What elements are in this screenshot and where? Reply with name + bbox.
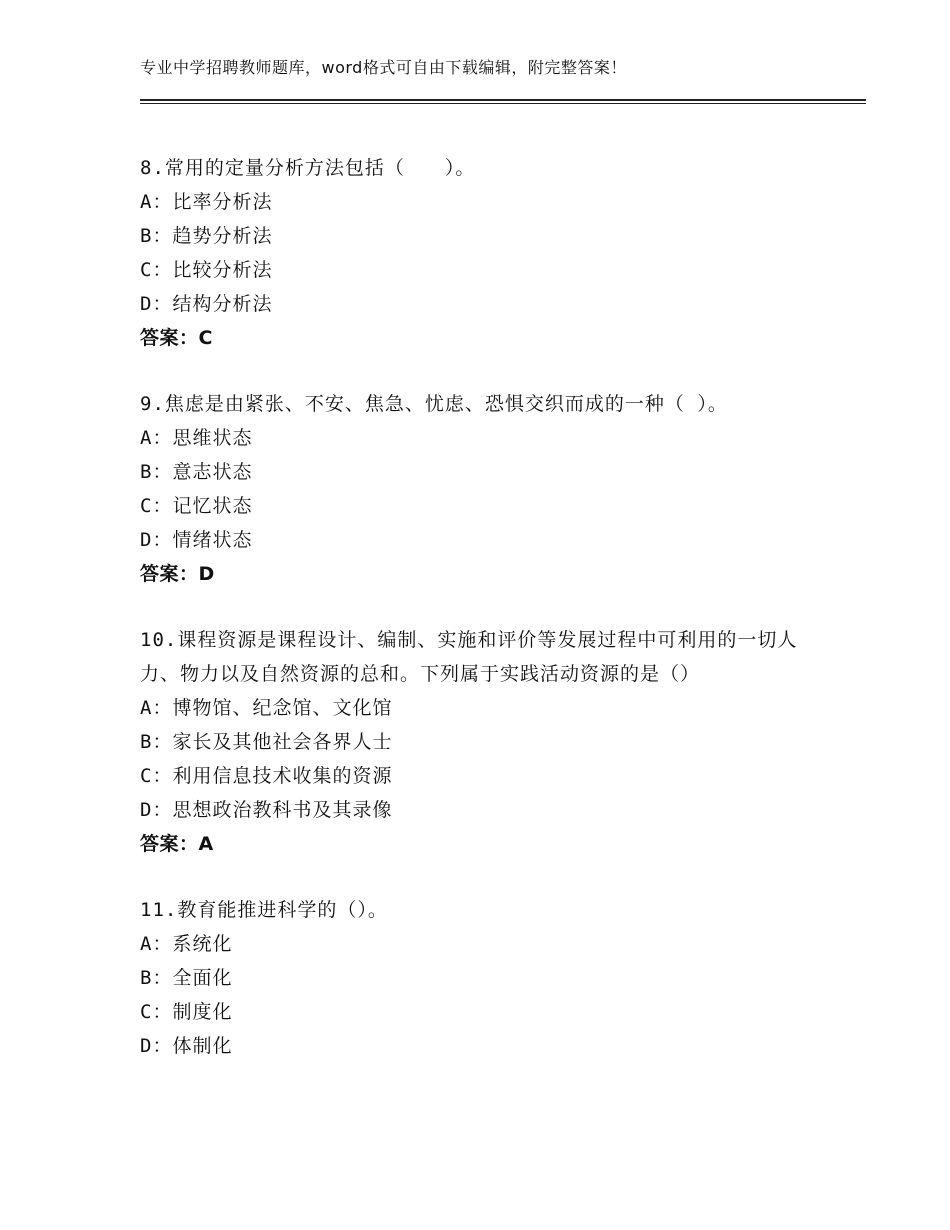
header-rule-thick xyxy=(140,99,866,101)
page-header: 专业中学招聘教师题库，word格式可自由下载编辑，附完整答案！ xyxy=(140,58,627,77)
option-d: D：思想政治教科书及其录像 xyxy=(140,799,393,821)
option-a: A：博物馆、纪念馆、文化馆 xyxy=(140,697,393,719)
option-c: C：记忆状态 xyxy=(140,495,253,517)
answer-label: 答案：A xyxy=(140,833,214,855)
option-c: C：制度化 xyxy=(140,1001,233,1023)
question-stem: 9.焦虑是由紧张、不安、焦急、忧虑、恐惧交织而成的一种（ ）。 xyxy=(140,393,728,415)
header-rule-thin xyxy=(140,103,866,104)
question-stem: 11.教育能推进科学的（）。 xyxy=(140,899,388,921)
option-b: B：意志状态 xyxy=(140,461,253,483)
question-stem: 8.常用的定量分析方法包括（ ）。 xyxy=(140,157,476,179)
option-b: B：趋势分析法 xyxy=(140,225,273,247)
question-stem: 10.课程资源是课程设计、编制、实施和评价等发展过程中可利用的一切人力、物力以及自然资源的总和。下列属于实践活动资源的是（） xyxy=(140,629,798,685)
option-d: D：情绪状态 xyxy=(140,529,253,551)
option-c: C：利用信息技术收集的资源 xyxy=(140,765,393,787)
option-a: A：思维状态 xyxy=(140,427,253,449)
question-list xyxy=(140,151,820,1095)
question-9 xyxy=(140,387,820,591)
option-d: D：结构分析法 xyxy=(140,293,273,315)
question-11 xyxy=(140,893,820,1063)
option-b: B：全面化 xyxy=(140,967,233,989)
answer-label: 答案：D xyxy=(140,563,215,585)
option-b: B：家长及其他社会各界人士 xyxy=(140,731,393,753)
question-8 xyxy=(140,151,820,355)
option-d: D：体制化 xyxy=(140,1035,233,1057)
option-a: A：比率分析法 xyxy=(140,191,273,213)
question-10 xyxy=(140,623,820,861)
answer-label: 答案：C xyxy=(140,327,213,349)
option-a: A：系统化 xyxy=(140,933,233,955)
option-c: C：比较分析法 xyxy=(140,259,273,281)
